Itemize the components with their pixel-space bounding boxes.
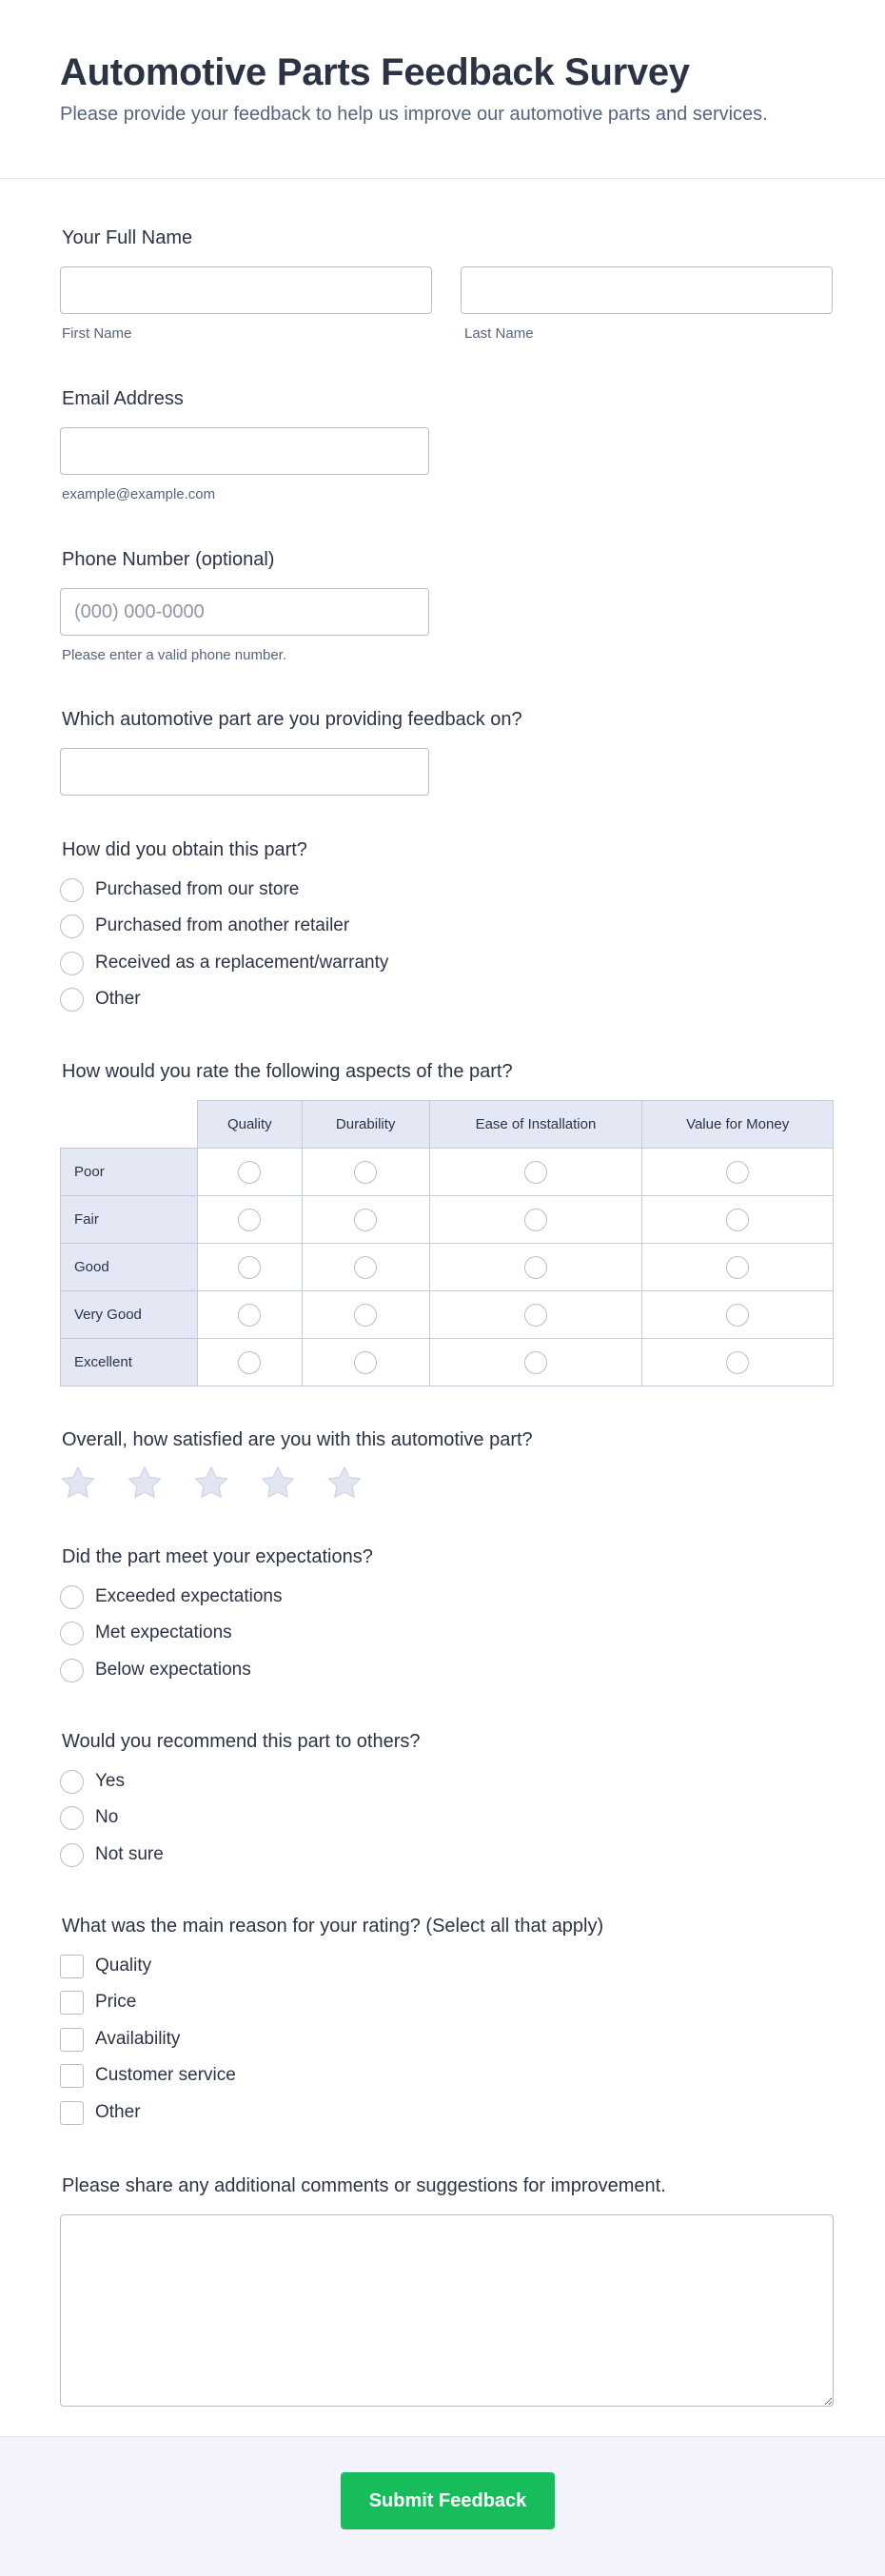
email-label: Email Address [62, 388, 184, 409]
reason-option-availability[interactable]: Availability [60, 2025, 180, 2054]
matrix-radio[interactable] [238, 1256, 261, 1279]
matrix-radio[interactable] [726, 1351, 749, 1374]
phone-input[interactable] [60, 588, 429, 636]
star-icon[interactable] [193, 1465, 229, 1500]
checkbox[interactable] [60, 2101, 84, 2125]
full-name-label: Your Full Name [62, 227, 193, 248]
matrix-radio[interactable] [354, 1209, 377, 1231]
matrix-radio[interactable] [354, 1351, 377, 1374]
comments-textarea[interactable] [60, 2214, 834, 2407]
radio-button[interactable] [60, 914, 84, 938]
radio-button[interactable] [60, 952, 84, 975]
recommend-label: Would you recommend this part to others? [62, 1731, 421, 1752]
reason-label: What was the main reason for your rating? (Select all that apply) [62, 1916, 604, 1937]
matrix-radio[interactable] [524, 1209, 547, 1231]
expectations-option-exceeded[interactable]: Exceeded expectations [60, 1583, 282, 1611]
reason-option-price[interactable]: Price [60, 1988, 136, 2016]
reason-option-customer-service[interactable]: Customer service [60, 2061, 236, 2090]
obtain-option-other[interactable]: Other [60, 985, 141, 1013]
radio-button[interactable] [60, 1622, 84, 1645]
star-icon[interactable] [326, 1465, 363, 1500]
matrix-col-value: Value for Money [642, 1101, 834, 1149]
checkbox[interactable] [60, 2028, 84, 2052]
recommend-field [60, 1728, 833, 1871]
recommend-option-no[interactable]: No [60, 1803, 118, 1832]
checkbox[interactable] [60, 1955, 84, 1978]
radio-button[interactable] [60, 988, 84, 1012]
matrix-radio[interactable] [238, 1304, 261, 1327]
matrix-radio[interactable] [354, 1304, 377, 1327]
full-name-field [60, 225, 833, 348]
recommend-option-yes[interactable]: Yes [60, 1767, 125, 1796]
matrix-radio[interactable] [238, 1209, 261, 1231]
phone-label: Phone Number (optional) [62, 549, 275, 570]
matrix-radio[interactable] [354, 1161, 377, 1184]
page-title: Automotive Parts Feedback Survey [60, 51, 690, 93]
matrix-radio[interactable] [238, 1351, 261, 1374]
star-rating [60, 1465, 363, 1500]
recommend-option-not-sure[interactable]: Not sure [60, 1840, 164, 1869]
rating-matrix-field [60, 1058, 833, 1391]
email-sublabel: example@example.com [62, 486, 216, 502]
checkbox[interactable] [60, 2064, 84, 2088]
first-name-sublabel: First Name [62, 325, 132, 342]
matrix-row-fair: Fair [61, 1196, 834, 1244]
matrix-radio[interactable] [524, 1351, 547, 1374]
matrix-row-good: Good [61, 1244, 834, 1291]
part-input[interactable] [60, 748, 429, 796]
form-footer [0, 2436, 885, 2576]
checkbox[interactable] [60, 1991, 84, 2015]
email-field [60, 385, 833, 509]
matrix-radio[interactable] [726, 1304, 749, 1327]
first-name-input[interactable] [60, 266, 432, 314]
reason-option-quality[interactable]: Quality [60, 1952, 151, 1980]
matrix-corner [61, 1101, 198, 1149]
matrix-radio[interactable] [238, 1161, 261, 1184]
phone-field [60, 546, 833, 670]
obtain-option-replacement[interactable]: Received as a replacement/warranty [60, 949, 388, 977]
comments-field [60, 2173, 833, 2410]
radio-button[interactable] [60, 1585, 84, 1609]
expectations-option-below[interactable]: Below expectations [60, 1656, 251, 1684]
comments-label: Please share any additional comments or suggestions for improvement. [62, 2175, 666, 2196]
obtain-field [60, 836, 833, 1027]
reason-field [60, 1913, 833, 2132]
matrix-radio[interactable] [354, 1256, 377, 1279]
star-icon[interactable] [127, 1465, 163, 1500]
expectations-field [60, 1544, 833, 1686]
rating-matrix [60, 1100, 834, 1386]
star-icon[interactable] [260, 1465, 296, 1500]
obtain-option-store[interactable]: Purchased from our store [60, 875, 299, 904]
page-subtitle: Please provide your feedback to help us improve our automotive parts and services. [60, 104, 768, 125]
matrix-radio[interactable] [726, 1161, 749, 1184]
satisfaction-field [60, 1426, 833, 1512]
phone-sublabel: Please enter a valid phone number. [62, 647, 286, 663]
radio-button[interactable] [60, 878, 84, 902]
radio-button[interactable] [60, 1659, 84, 1682]
email-input[interactable] [60, 427, 429, 475]
radio-button[interactable] [60, 1806, 84, 1830]
submit-button[interactable]: Submit Feedback [341, 2472, 555, 2529]
radio-button[interactable] [60, 1770, 84, 1794]
matrix-radio[interactable] [524, 1304, 547, 1327]
matrix-col-durability: Durability [302, 1101, 429, 1149]
matrix-radio[interactable] [524, 1256, 547, 1279]
matrix-col-ease: Ease of Installation [429, 1101, 642, 1149]
rating-matrix-label: How would you rate the following aspects of the part? [62, 1061, 513, 1082]
form-header [0, 0, 885, 179]
matrix-row-excellent: Excellent [61, 1339, 834, 1386]
last-name-sublabel: Last Name [464, 325, 534, 342]
part-field [60, 706, 833, 801]
matrix-row-very-good: Very Good [61, 1291, 834, 1339]
expectations-label: Did the part meet your expectations? [62, 1546, 373, 1567]
satisfaction-label: Overall, how satisfied are you with this automotive part? [62, 1429, 533, 1450]
reason-option-other[interactable]: Other [60, 2098, 141, 2127]
matrix-radio[interactable] [726, 1209, 749, 1231]
matrix-col-quality: Quality [197, 1101, 302, 1149]
obtain-option-other-retailer[interactable]: Purchased from another retailer [60, 912, 349, 940]
matrix-row-poor: Poor [61, 1149, 834, 1196]
last-name-input[interactable] [461, 266, 833, 314]
star-icon[interactable] [60, 1465, 96, 1500]
obtain-label: How did you obtain this part? [62, 839, 307, 860]
radio-button[interactable] [60, 1843, 84, 1867]
part-label: Which automotive part are you providing feedback on? [62, 709, 522, 730]
expectations-option-met[interactable]: Met expectations [60, 1619, 232, 1647]
matrix-radio[interactable] [726, 1256, 749, 1279]
matrix-radio[interactable] [524, 1161, 547, 1184]
